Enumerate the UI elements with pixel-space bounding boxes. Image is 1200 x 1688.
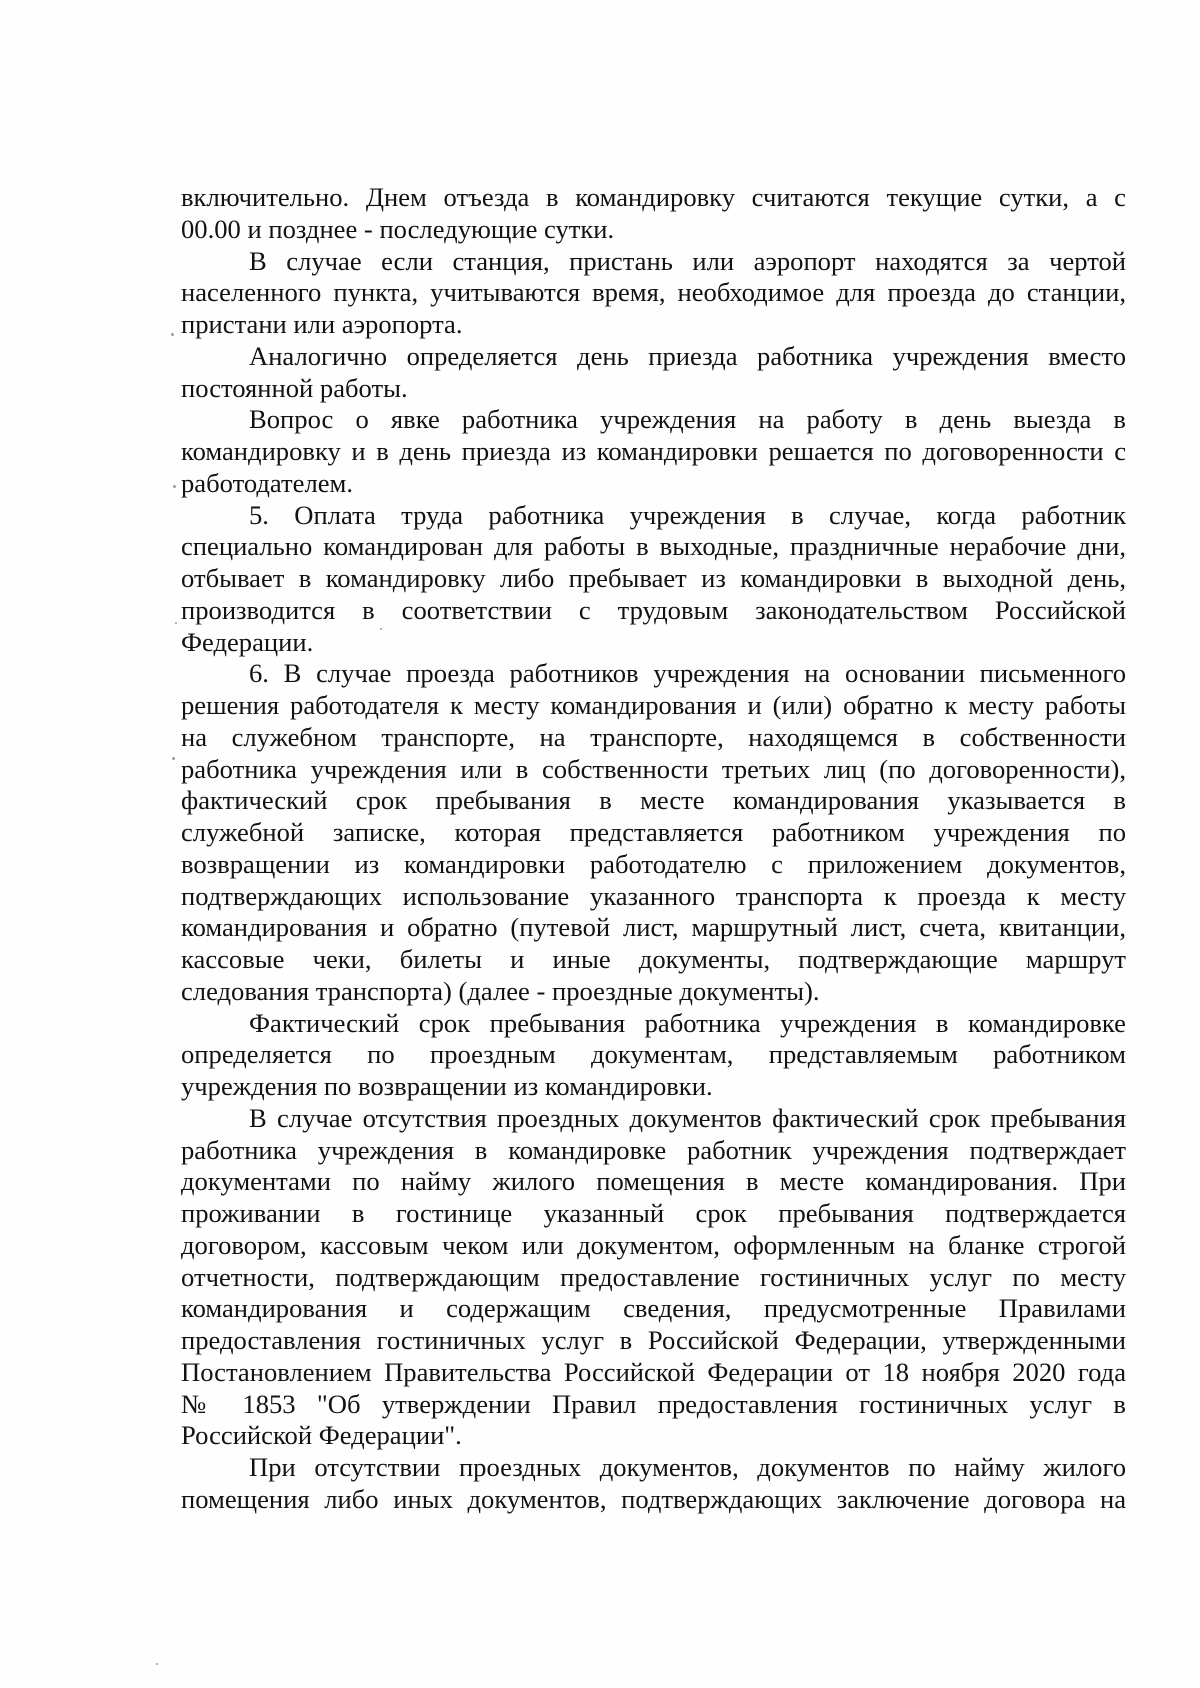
text-line: Российской Федерации". — [181, 1420, 462, 1451]
text-line: следования транспорта) (далее - проездные документы). — [181, 975, 820, 1006]
paragraph-first-line: В случае если станция, пристань или аэропорт находятся за чертой — [249, 245, 1126, 276]
text-line: проживании в гостинице указанный срок пребывания подтверждается — [181, 1198, 1126, 1228]
text-line: возвращении из командировки работодателю с приложением документов, — [181, 848, 1126, 879]
text-line: Федерации. — [181, 626, 314, 657]
scan-speck — [171, 333, 174, 336]
paragraph-first-line: Фактический срок пребывания работника учреждения в командировке — [249, 1007, 1126, 1038]
paragraph-first-line: Аналогично определяется день приезда работника учреждения вместо — [249, 340, 1126, 371]
text-line: специально командирован для работы в выходные, праздничные нерабочие дни, — [181, 531, 1126, 562]
text-line: 00.00 и позднее - последующие сутки. — [181, 213, 615, 244]
text-line: подтверждающих использование указанного транспорта к проезда к месту — [181, 880, 1126, 911]
paragraph-first-line: 6. В случае проезда работников учреждения на основании письменного — [249, 658, 1126, 689]
text-line: фактический срок пребывания в месте командирования указывается в — [181, 785, 1126, 816]
paragraph-first-line: Вопрос о явке работника учреждения на работу в день выезда в — [249, 404, 1126, 435]
text-line: Постановлением Правительства Российской Федерации от 18 ноября 2020 года — [181, 1356, 1126, 1387]
text-line: командирования и обратно (путевой лист, маршрутный лист, счета, квитанции, — [181, 912, 1126, 943]
text-line: командировку и в день приезда из командировки решается по договоренности с — [181, 436, 1126, 466]
text-line: производится в соответствии с трудовым законодательством Российской — [181, 594, 1126, 625]
paragraph-first-line: При отсутствии проездных документов, документов по найму жилого — [249, 1452, 1126, 1482]
scan-speck — [156, 1663, 158, 1665]
text-line: договором, кассовым чеком или документом, оформленным на бланке строгой — [181, 1229, 1126, 1260]
text-line: решения работодателя к месту командирования и (или) обратно к месту работы — [181, 690, 1126, 720]
text-line: работника учреждения или в собственности третьих лиц (по договоренности), — [181, 753, 1126, 784]
text-line: кассовые чеки, билеты и иные документы, подтверждающие маршрут — [181, 944, 1126, 974]
text-line: учреждения по возвращении из командировки. — [181, 1071, 713, 1101]
scan-speck — [173, 485, 176, 488]
document-body — [181, 182, 1126, 1516]
text-line: определяется по проездным документам, представляемым работником — [181, 1039, 1126, 1070]
scan-speck — [380, 628, 382, 630]
text-line: отбывает в командировку либо пребывает из командировки в выходной день, — [181, 563, 1126, 593]
scan-speck — [172, 757, 175, 760]
scan-speck — [175, 622, 177, 624]
text-line: отчетности, подтверждающим предоставление гостиничных услуг по месту — [181, 1261, 1126, 1292]
text-line: работодателем. — [181, 467, 354, 498]
text-line: пристани или аэропорта. — [181, 309, 463, 339]
text-line: помещения либо иных документов, подтверждающих заключение договора на — [181, 1483, 1126, 1514]
text-line: населенного пункта, учитываются время, необходимое для проезда до станции, — [181, 277, 1126, 308]
text-line: включительно. Днем отъезда в командировку считаются текущие сутки, а с — [181, 182, 1126, 212]
text-line: постоянной работы. — [181, 372, 408, 403]
text-line: документами по найму жилого помещения в месте командирования. При — [181, 1166, 1126, 1197]
paragraph-first-line: В случае отсутствия проездных документов фактический срок пребывания — [249, 1102, 1126, 1133]
text-line: на служебном транспорте, на транспорте, находящемся в собственности — [181, 721, 1126, 752]
text-line: работника учреждения в командировке работник учреждения подтверждает — [181, 1134, 1126, 1165]
paragraph-first-line: 5. Оплата труда работника учреждения в случае, когда работник — [249, 499, 1126, 530]
text-line: № 1853 "Об утверждении Правил предоставления гостиничных услуг в — [181, 1388, 1126, 1419]
text-line: командирования и содержащим сведения, предусмотренные Правилами — [181, 1293, 1126, 1324]
text-line: служебной записке, которая представляется работником учреждения по — [181, 817, 1126, 847]
text-line: предоставления гостиничных услуг в Российской Федерации, утвержденными — [181, 1325, 1126, 1355]
